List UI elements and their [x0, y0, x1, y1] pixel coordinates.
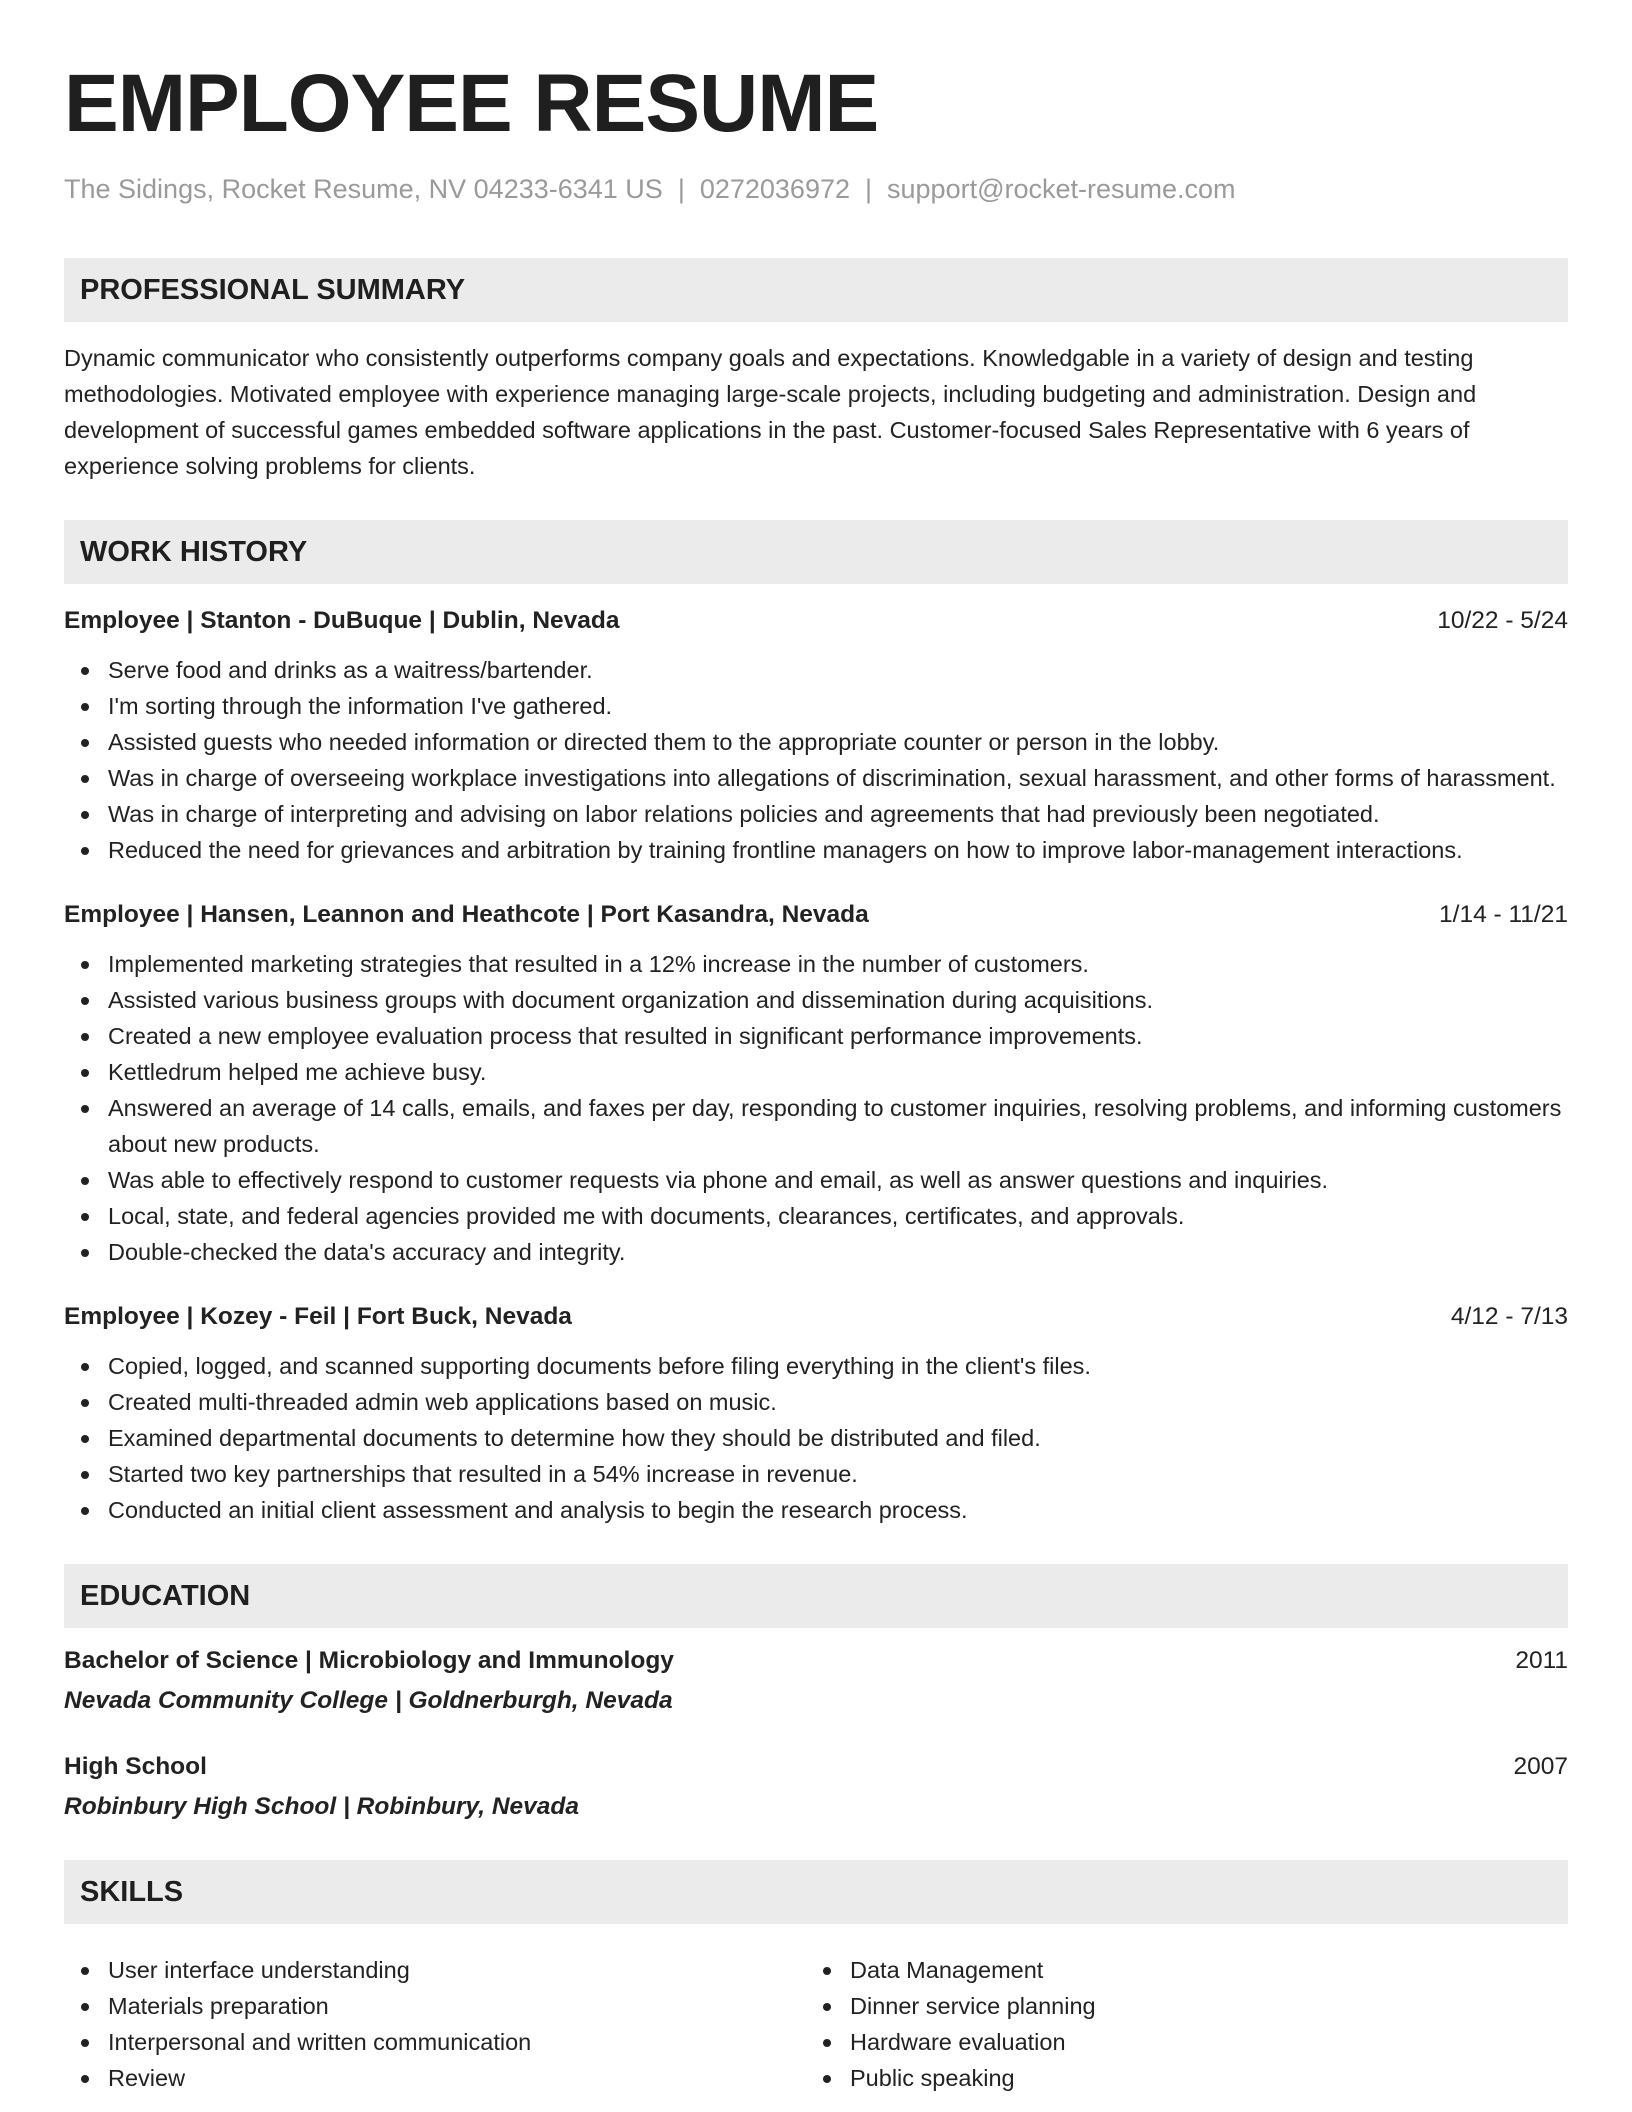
bullet-item: Serve food and drinks as a waitress/bartender.: [64, 652, 1568, 688]
contact-line: [64, 172, 1568, 206]
bullet-item: Examined departmental documents to determine how they should be distributed and filed.: [64, 1420, 1568, 1456]
job-title: Employee | Hansen, Leannon and Heathcote | Port Kasandra, Nevada: [64, 901, 869, 928]
work-history-heading: WORK HISTORY: [64, 520, 1568, 584]
job-title: Employee | Stanton - DuBuque | Dublin, Nevada: [64, 607, 620, 634]
bullet-item: Reduced the need for grievances and arbitration by training frontline managers on how to improve labor-management interactions.: [64, 832, 1568, 868]
resume-name: EMPLOYEE RESUME: [64, 58, 879, 149]
job-bullets: [64, 946, 1568, 1270]
job-bullets: [64, 652, 1568, 868]
skill-item: Hardware evaluation: [806, 2024, 1568, 2060]
job-entry: [64, 1300, 1568, 1528]
skill-item: Interpersonal and written communication: [64, 2024, 806, 2060]
summary-text: Dynamic communicator who consistently outperforms company goals and expectations. Knowledgable in a variety of design and testing methodologies. Motivated employee with experience managing large-scale projects, including budgeting and administration. Design and development of successful games embedded software applications in the past. Customer-focused Sales Representative with 6 years of experience solving problems for clients.: [64, 345, 1477, 479]
skill-item: Data Management: [806, 1952, 1568, 1988]
skill-item: Dinner service planning: [806, 1988, 1568, 2024]
skills-column-left: [64, 1952, 806, 2096]
education-degree: High School: [64, 1753, 207, 1780]
bullet-item: Was in charge of interpreting and advising on labor relations policies and agreements that had previously been negotiated.: [64, 796, 1568, 832]
bullet-item: I'm sorting through the information I've gathered.: [64, 688, 1568, 724]
job-entry: [64, 898, 1568, 1270]
bullet-item: Local, state, and federal agencies provided me with documents, clearances, certificates, and approvals.: [64, 1198, 1568, 1234]
bullet-item: Double-checked the data's accuracy and integrity.: [64, 1234, 1568, 1270]
education-entry: [64, 1750, 1568, 1824]
bullet-item: Assisted guests who needed information or directed them to the appropriate counter or person in the lobby.: [64, 724, 1568, 760]
job-dates: 4/12 - 7/13: [1450, 1303, 1568, 1330]
contact-phone: 0272036972: [699, 174, 850, 204]
bullet-item: Implemented marketing strategies that resulted in a 12% increase in the number of customers.: [64, 946, 1568, 982]
education-school: Robinbury High School | Robinbury, Nevada: [64, 1793, 580, 1820]
bullet-item: Copied, logged, and scanned supporting documents before filing everything in the client's files.: [64, 1348, 1568, 1384]
job-entry: [64, 604, 1568, 868]
bullet-item: Created a new employee evaluation process that resulted in significant performance improvements.: [64, 1018, 1568, 1054]
summary-heading: PROFESSIONAL SUMMARY: [64, 258, 1568, 322]
bullet-item: Answered an average of 14 calls, emails, and faxes per day, responding to customer inquiries, resolving problems, and informing customers about new products.: [64, 1090, 1568, 1162]
bullet-item: Created multi-threaded admin web applications based on music.: [64, 1384, 1568, 1420]
skill-item: Public speaking: [806, 2060, 1568, 2096]
education-entry: [64, 1644, 1568, 1718]
job-bullets: [64, 1348, 1568, 1528]
contact-separator: |: [865, 174, 873, 204]
contact-email: support@rocket-resume.com: [887, 174, 1236, 204]
education-heading: EDUCATION: [64, 1564, 1568, 1628]
education-year: 2007: [1513, 1753, 1568, 1780]
skills-column-right: [806, 1952, 1568, 2096]
bullet-item: Started two key partnerships that resulted in a 54% increase in revenue.: [64, 1456, 1568, 1492]
contact-separator: |: [677, 174, 685, 204]
contact-address: The Sidings, Rocket Resume, NV 04233-6341 US: [64, 174, 663, 204]
skill-item: Review: [64, 2060, 806, 2096]
job-title: Employee | Kozey - Feil | Fort Buck, Nevada: [64, 1303, 572, 1330]
job-dates: 10/22 - 5/24: [1437, 607, 1568, 634]
education-school: Nevada Community College | Goldnerburgh, Nevada: [64, 1687, 673, 1714]
skills-list: [64, 1938, 1568, 2096]
skill-item: User interface understanding: [64, 1952, 806, 1988]
skills-heading: SKILLS: [64, 1860, 1568, 1924]
bullet-item: Kettledrum helped me achieve busy.: [64, 1054, 1568, 1090]
bullet-item: Conducted an initial client assessment and analysis to begin the research process.: [64, 1492, 1568, 1528]
education-year: 2011: [1515, 1647, 1568, 1674]
education-degree: Bachelor of Science | Microbiology and Immunology: [64, 1647, 674, 1674]
bullet-item: Was able to effectively respond to customer requests via phone and email, as well as answer questions and inquiries.: [64, 1162, 1568, 1198]
job-dates: 1/14 - 11/21: [1439, 901, 1568, 928]
skill-item: Materials preparation: [64, 1988, 806, 2024]
bullet-item: Was in charge of overseeing workplace investigations into allegations of discrimination, sexual harassment, and other forms of harassment.: [64, 760, 1568, 796]
bullet-item: Assisted various business groups with document organization and dissemination during acquisitions.: [64, 982, 1568, 1018]
